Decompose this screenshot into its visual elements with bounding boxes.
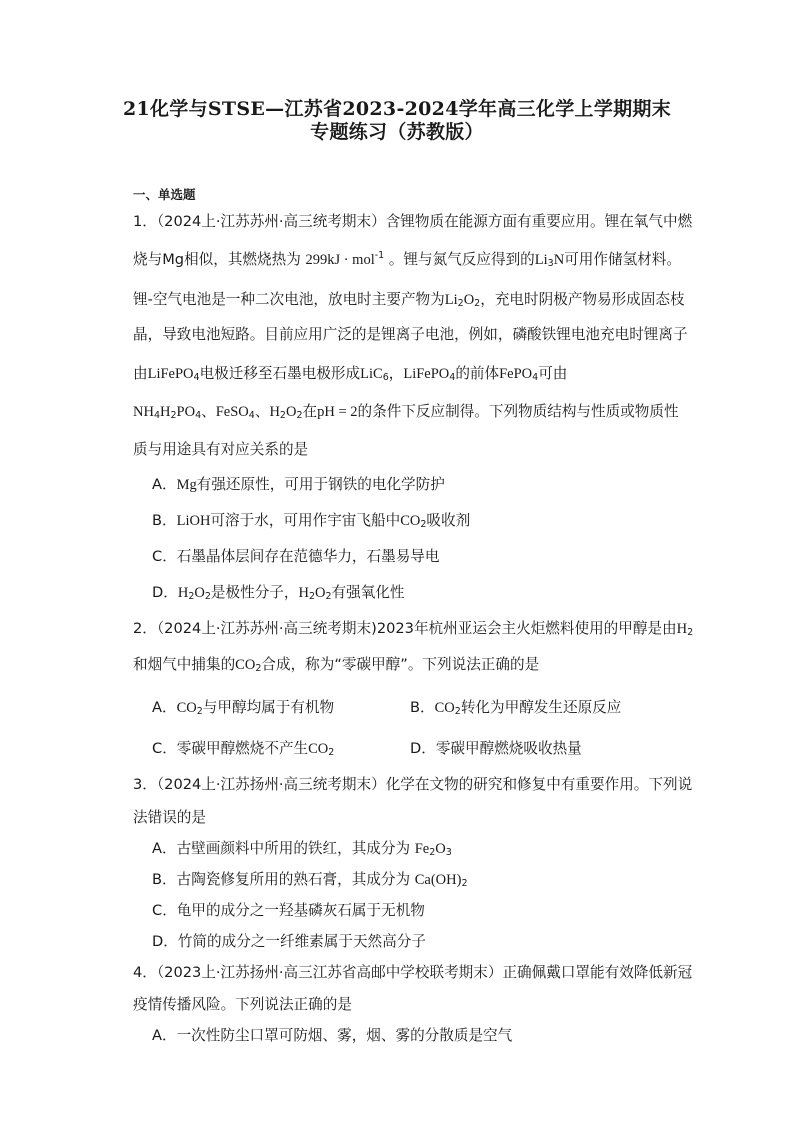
subscript: 2 [170, 410, 177, 421]
text-run: 在 [302, 403, 318, 420]
q2-option-d [410, 737, 582, 758]
q2-option-a [152, 696, 334, 717]
q1-line-5 [133, 362, 567, 383]
subscript: 4 [532, 372, 539, 383]
text-run: 3．（2024上·江苏扬州·高三统考期末）化学在文物的研究和修复中有重要作用。下列说 [133, 776, 693, 793]
text-run: 、 [254, 403, 270, 420]
subscript: 4 [195, 410, 202, 421]
formula-run: LiOH [176, 513, 211, 529]
formula-run: CO [434, 700, 455, 716]
text-run: A． [152, 476, 177, 493]
subscript: 2 [325, 591, 332, 602]
subscript: 2 [308, 591, 316, 602]
text-run: 可由 [538, 365, 568, 382]
text-run: A．古壁画颜料中所用的铁红，其成分为 [152, 840, 415, 857]
subscript: 2 [461, 878, 468, 889]
text-run: 可溶于水，可用作宇宙飞船中 [210, 512, 401, 529]
subscript: 4 [449, 372, 456, 383]
text-run: 疫情传播风险。下列说法正确的是 [133, 996, 352, 1013]
text-run: 质与用途具有对应关系的是 [133, 441, 309, 458]
text-run: ，充电时阴极产物易形成固态枝 [480, 291, 685, 308]
q1-option-b [152, 509, 470, 530]
text-run: B． [410, 699, 435, 716]
text-run: 由 [133, 365, 148, 382]
formula-run: H [676, 621, 688, 637]
text-run: 2．（2024上·江苏苏州·高三统考期末)2023年杭州亚运会主火炬燃料使用的甲醇是由 [133, 620, 677, 637]
subscript: 2 [457, 298, 464, 309]
formula-run: LiC [360, 366, 383, 382]
subscript: 2 [420, 519, 427, 530]
formula-run: CO [235, 657, 256, 673]
text-run: D．竹简的成分之一纤维素属于天然高分子 [152, 933, 426, 950]
formula-run: pH = 2 [317, 404, 358, 420]
q4-line-1 [133, 961, 692, 982]
q1-line-4 [133, 323, 688, 344]
text-run: 的条件下反应制得。下列物质结构与性质或物质性 [357, 403, 679, 420]
q1-option-d [152, 581, 405, 602]
formula-run: PO [176, 404, 196, 420]
text-run: 与甲醇均属于有机物 [202, 699, 335, 716]
formula-run: Li [444, 292, 458, 308]
subscript: 2 [296, 410, 303, 421]
q1-line-2 [133, 248, 681, 269]
text-run: 吸收剂 [426, 512, 471, 529]
q1-line-6 [133, 400, 679, 421]
q3-option-a [152, 837, 452, 858]
formula-run: O [285, 404, 297, 420]
subscript: 2 [204, 591, 211, 602]
section-heading: 一、单选题 [133, 187, 196, 202]
text-run: 锂-空气电池是一种二次电池，放电时主要产物为 [133, 291, 445, 308]
text-run: 烧与Mg相似，其燃烧热为 [133, 251, 306, 268]
q1-option-c [152, 545, 439, 566]
formula-run: LiFePO [147, 366, 194, 382]
subscript: 2 [196, 706, 203, 717]
formula-run: FePO [499, 366, 533, 382]
q2-line-1 [133, 617, 693, 638]
formula-run: CO [176, 700, 197, 716]
text-run: A．一次性防尘口罩可防烟、雾，烟、雾的分散质是空气 [152, 1027, 513, 1044]
q3-option-c [152, 899, 425, 920]
formula-run: CO [400, 513, 421, 529]
formula-run: O [194, 585, 205, 601]
formula-run: Li [534, 252, 548, 268]
formula-run: Ca(OH) [414, 872, 462, 888]
q3-line-1 [133, 773, 692, 794]
formula-run: Mg [176, 477, 197, 493]
q2-option-c [152, 737, 334, 758]
q1-line-1 [133, 210, 692, 231]
subscript: 2 [687, 627, 694, 638]
q2-option-b [410, 696, 621, 717]
formula-run: NH [133, 404, 154, 420]
superscript: -1 [374, 250, 385, 261]
text-run: 转化为甲醇发生还原反应 [460, 699, 622, 716]
formula-run: O [463, 292, 475, 308]
text-run: ， [388, 365, 404, 382]
q3-line-2 [133, 806, 206, 827]
text-run: C．零碳甲醇燃烧不产生 [152, 740, 309, 757]
text-run: 和烟气中捕集的 [133, 656, 236, 673]
text-run: 电极迁移至石墨电极形成 [199, 365, 361, 382]
text-run: 有强还原性，可用于钢铁的电化学防护 [196, 476, 445, 493]
subscript: 2 [255, 663, 262, 674]
text-run: A． [152, 699, 177, 716]
formula-run: CO [308, 741, 329, 757]
text-run: 可用作储氢材料。 [564, 251, 681, 268]
formula-run: 299kJ · mol [305, 252, 375, 268]
text-run: C．石墨晶体层间存在范德华力，石墨易导电 [152, 548, 440, 565]
text-run: 晶，导致电池短路。目前应用广泛的是锂离子电池，例如，磷酸铁锂电池充电时锂离子 [133, 326, 688, 343]
q4-option-a [152, 1024, 512, 1045]
subscript: 3 [547, 258, 554, 269]
subscript: 4 [193, 372, 200, 383]
q1-line-7 [133, 438, 308, 459]
q1-option-a [152, 473, 445, 494]
text-run: D．零碳甲醇燃烧吸收热量 [410, 740, 582, 757]
formula-run: O [435, 841, 446, 857]
text-run: B．古陶瓷修复所用的熟石膏，其成分为 [152, 871, 415, 888]
formula-run: O [315, 585, 326, 601]
text-run: 。锂与氮气反应得到的 [384, 251, 535, 268]
q3-option-b [152, 868, 468, 889]
text-run: 是极性分子， [210, 584, 299, 601]
text-run: 有强氧化性 [331, 584, 405, 601]
subscript: 6 [382, 372, 389, 383]
formula-run: FeSO [215, 404, 249, 420]
text-run: 合成，称为“零碳甲醇”。下列说法正确的是 [261, 656, 540, 673]
subscript: 2 [429, 847, 436, 858]
subscript: 4 [153, 410, 160, 421]
formula-run: N [553, 252, 565, 268]
text-run: 、 [201, 403, 216, 420]
formula-run: Fe [414, 841, 430, 857]
subscript: 2 [328, 747, 335, 758]
formula-run: H [298, 585, 309, 601]
text-run: D． [152, 584, 178, 601]
subscript: 2 [279, 410, 286, 421]
q1-line-3 [133, 288, 685, 309]
formula-run: LiFePO [403, 366, 450, 382]
text-run: 1．（2024上·江苏苏州·高三统考期末）含锂物质在能源方面有重要应用。锂在氧气中燃 [133, 213, 693, 230]
q3-option-d [152, 930, 426, 951]
subscript: 2 [188, 591, 195, 602]
formula-run: H [177, 585, 189, 601]
text-run: 法错误的是 [133, 809, 206, 826]
text-run: B． [152, 512, 177, 529]
q2-line-2 [133, 653, 539, 674]
text-run: C．龟甲的成分之一羟基磷灰石属于无机物 [152, 902, 425, 919]
subscript: 4 [248, 410, 255, 421]
formula-run: H [160, 404, 171, 420]
q4-line-2 [133, 993, 352, 1014]
formula-run: H [269, 404, 280, 420]
document-title-line-2: 专题练习（苏教版） [310, 121, 484, 143]
subscript: 2 [474, 298, 481, 309]
text-run: 的前体 [455, 365, 500, 382]
text-run: 4．（2023上·江苏扬州·高三江苏省高邮中学校联考期末）正确佩戴口罩能有效降低新冠 [133, 964, 693, 981]
subscript: 2 [454, 706, 461, 717]
document-title-line-1: 21化学与STSE—江苏省2023-2024学年高三化学上学期期末 [122, 98, 672, 120]
subscript: 3 [445, 847, 452, 858]
